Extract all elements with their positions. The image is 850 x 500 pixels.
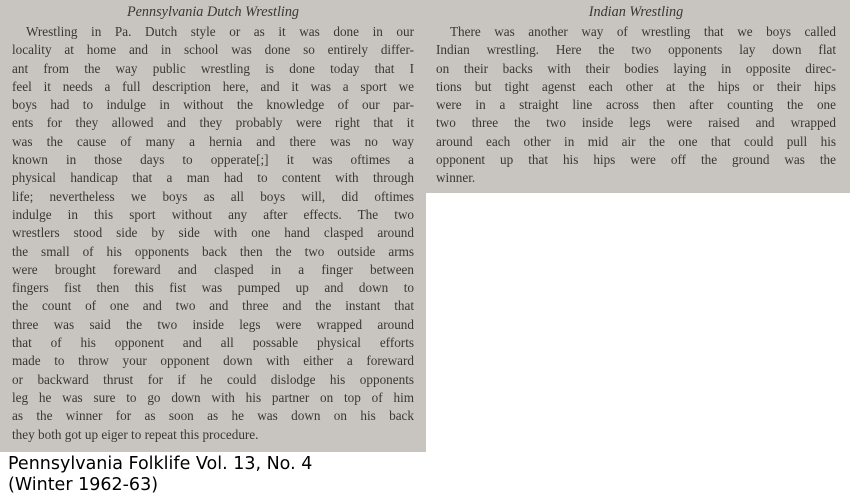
right-article-clipping	[426, 0, 850, 193]
text-line: There was another way of wrestling that we boys called	[450, 24, 836, 39]
text-line: as the winner for as soon as he was down on his back	[12, 408, 414, 424]
text-line: fingers fist then this fist was pumped up and down to	[12, 280, 414, 296]
text-line: or backward thrust for if he could dislodge his opponents	[12, 371, 414, 387]
text-line: made to throw your opponent down with either a foreward	[12, 353, 414, 369]
text-line: the small of his opponents back then the two outside arms	[12, 243, 414, 259]
text-line: tions but tight agenst each other at the hips or their hips	[436, 78, 836, 94]
text-line: was the cause of many a hernia and there was no way	[12, 133, 414, 149]
text-line: opponent up that his hips were off the ground was the	[436, 152, 836, 168]
text-line: wrestlers stood side by side with one hand clasped around	[12, 225, 414, 241]
text-line: locality at home and in school was done so entirely differ-	[12, 42, 414, 58]
article-heading: Pennsylvania Dutch Wrestling	[126, 4, 300, 20]
left-article-clipping	[0, 0, 426, 452]
text-line: boys had to indulge in without the knowledge of our par-	[12, 97, 414, 113]
text-line: were brought foreward and clasped in a finger between	[12, 261, 414, 277]
article-body	[436, 23, 836, 188]
text-line: around each other in mid air the one that could pull his	[436, 133, 836, 149]
text-line: ents for they allowed and they probably were right that it	[12, 115, 414, 131]
text-line: leg he was sure to go down with his partner on top of him	[12, 389, 414, 405]
text-line: two three the two inside legs were raised and wrapped	[436, 115, 836, 131]
text-line: feel it needs a full description here, and it was a sport we	[12, 78, 414, 94]
caption-publication: Pennsylvania Folklife Vol. 13, No. 4	[8, 454, 313, 474]
caption-date: (Winter 1962-63)	[8, 475, 159, 495]
text-line: Wrestling in Pa. Dutch style or as it was done in our	[26, 24, 414, 39]
text-line: were in a straight line across then after counting the one	[436, 97, 836, 113]
text-line: three was said the two inside legs were wrapped around	[12, 316, 414, 332]
text-line: known in those days to opperate[;] it was oftimes a	[12, 152, 414, 168]
text-line: the count of one and two and three and the instant that	[12, 298, 414, 314]
text-line: physical handicap that a man had to content with through	[12, 170, 414, 186]
text-line: ant from the way public wrestling is done today that I	[12, 60, 414, 76]
article-heading: Indian Wrestling	[588, 4, 684, 20]
text-line: winner.	[436, 170, 476, 186]
text-line: that of his opponent and all possable physical efforts	[12, 335, 414, 351]
text-line: on their backs with their bodies laying in opposite direc-	[436, 60, 836, 76]
text-line: Indian wrestling. Here the two opponents lay down flat	[436, 42, 836, 58]
text-line: indulge in this sport without any after effects. The two	[12, 206, 414, 222]
source-caption	[8, 454, 312, 496]
text-line: life; nevertheless we boys as all boys will, did oftimes	[12, 188, 414, 204]
article-body	[12, 23, 414, 444]
text-line: they both got up eiger to repeat this procedure.	[12, 426, 259, 442]
